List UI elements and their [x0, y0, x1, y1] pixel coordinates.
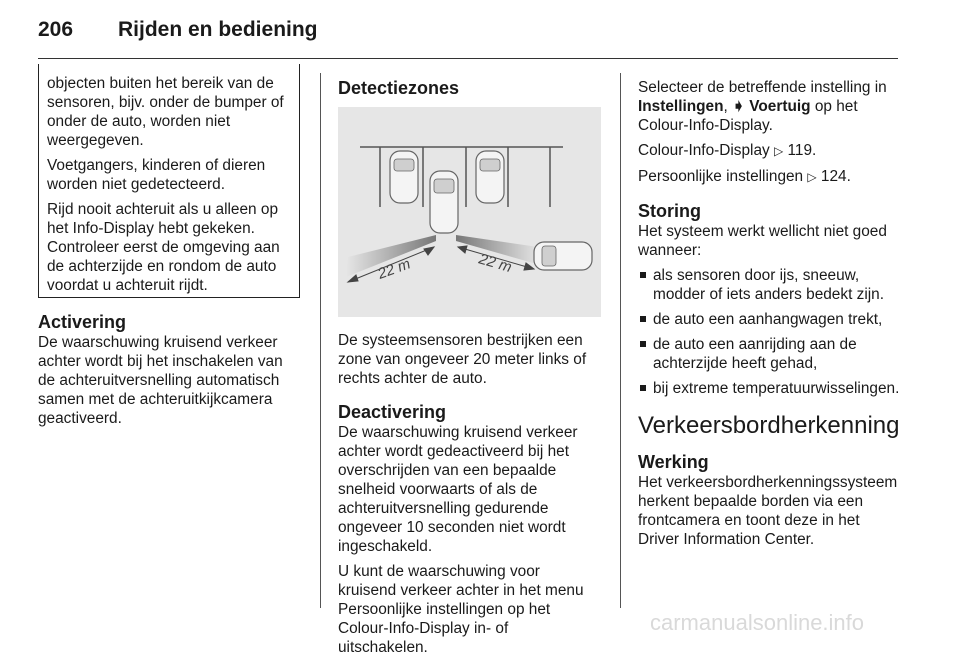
- deactivering-heading: Deactivering: [338, 402, 447, 422]
- instruction-text: Selecteer de betreffende instelling in: [638, 79, 887, 96]
- reference-personal-settings: Persoonlijke instellingen ▷ 124.: [638, 168, 851, 185]
- list-item: bij extreme temperatuurwisselingen.: [638, 379, 903, 398]
- menu-instellingen: Instellingen: [638, 98, 724, 115]
- detection-zone-illustration: [338, 107, 601, 317]
- reference-colour-info: Colour-Info-Display ▷ 119.: [638, 142, 817, 159]
- header-rule: [38, 58, 898, 59]
- chapter-title: Rijden en bediening: [118, 18, 318, 41]
- list-item: de auto een aanrijding aan de achterzijde heeft gehad,: [638, 335, 903, 373]
- column-3: [638, 78, 903, 555]
- column-divider-1: [320, 73, 321, 608]
- right-distance-label: 22 m: [476, 250, 514, 277]
- box-paragraph: objecten buiten het bereik van de sensoren, bijv. onder de bumper of onder de auto, worden niet weergegeven.: [47, 75, 284, 149]
- storing-text: Het systeem werkt wellicht niet goed wanneer:: [638, 223, 887, 259]
- section-heading: Verkeersbordherkenning: [638, 412, 900, 439]
- approaching-car: [534, 242, 592, 270]
- storing-heading: Storing: [638, 201, 701, 221]
- separator: ,: [723, 98, 733, 115]
- watermark: carmanualsonline.info: [650, 610, 865, 635]
- detectiezones-heading-wrap: [338, 78, 601, 99]
- warning-box: [38, 64, 300, 298]
- page-ref-icon: ▷: [807, 170, 817, 184]
- box-paragraph: Voetgangers, kinderen of dieren worden niet gedetecteerd.: [47, 157, 266, 193]
- instruction-text-end: op het Colour-Info-Display.: [638, 98, 858, 134]
- left-distance-label: 22 m: [375, 255, 413, 283]
- detection-zone-figure: [338, 107, 601, 317]
- figure-caption-text: De systeemsensoren bestrijken een zone van ongeveer 20 meter links of rechts achter de auto.: [338, 332, 587, 387]
- column-divider-2: [620, 73, 621, 608]
- deactivering-text-2: U kunt de waarschuwing voor kruisend verkeer achter in het menu Persoonlijke instellingen op het Colour-Info-Display in- of uitschakelen.: [338, 563, 584, 656]
- page-ref-icon: ▷: [774, 144, 784, 158]
- settings-instruction: [638, 78, 903, 135]
- werking-heading: Werking: [638, 452, 709, 472]
- page-number: 206: [38, 18, 74, 41]
- list-item: de auto een aanhangwagen trekt,: [638, 310, 903, 329]
- werking-text: Het verkeersbordherkenningssysteem herkent bepaalde borden via een frontcamera en toont deze in het Driver Information Center.: [638, 474, 898, 548]
- activering-text: De waarschuwing kruisend verkeer achter wordt bij het inschakelen van de achteruitversnelling automatisch samen met de achteruitkijkcamera geactiveerd.: [38, 334, 283, 427]
- activering-section: [38, 312, 300, 434]
- list-item: als sensoren door ijs, sneeuw, modder of iets anders bedekt zijn.: [638, 266, 903, 304]
- box-paragraph: Rijd nooit achteruit als u alleen op het Info-Display hebt gekeken. Controleer eerst de omgeving aan de achterzijde en rondom de auto voordat u achteruit rijdt.: [47, 201, 280, 294]
- detectiezones-heading: Detectiezones: [338, 78, 460, 98]
- detectiezones-body: [338, 331, 601, 663]
- deactivering-text-1: De waarschuwing kruisend verkeer achter wordt gedeactiveerd bij het overschrijden van een bepaalde snelheid voorwaarts of als de achteruitversnelling gedurende ongeveer 10 seconden niet wordt ingeschakeld.: [338, 424, 578, 555]
- storing-list: [638, 266, 903, 398]
- arrow-icon: ➧: [732, 98, 745, 115]
- activering-heading: Activering: [38, 312, 127, 332]
- menu-voertuig: Voertuig: [749, 98, 811, 115]
